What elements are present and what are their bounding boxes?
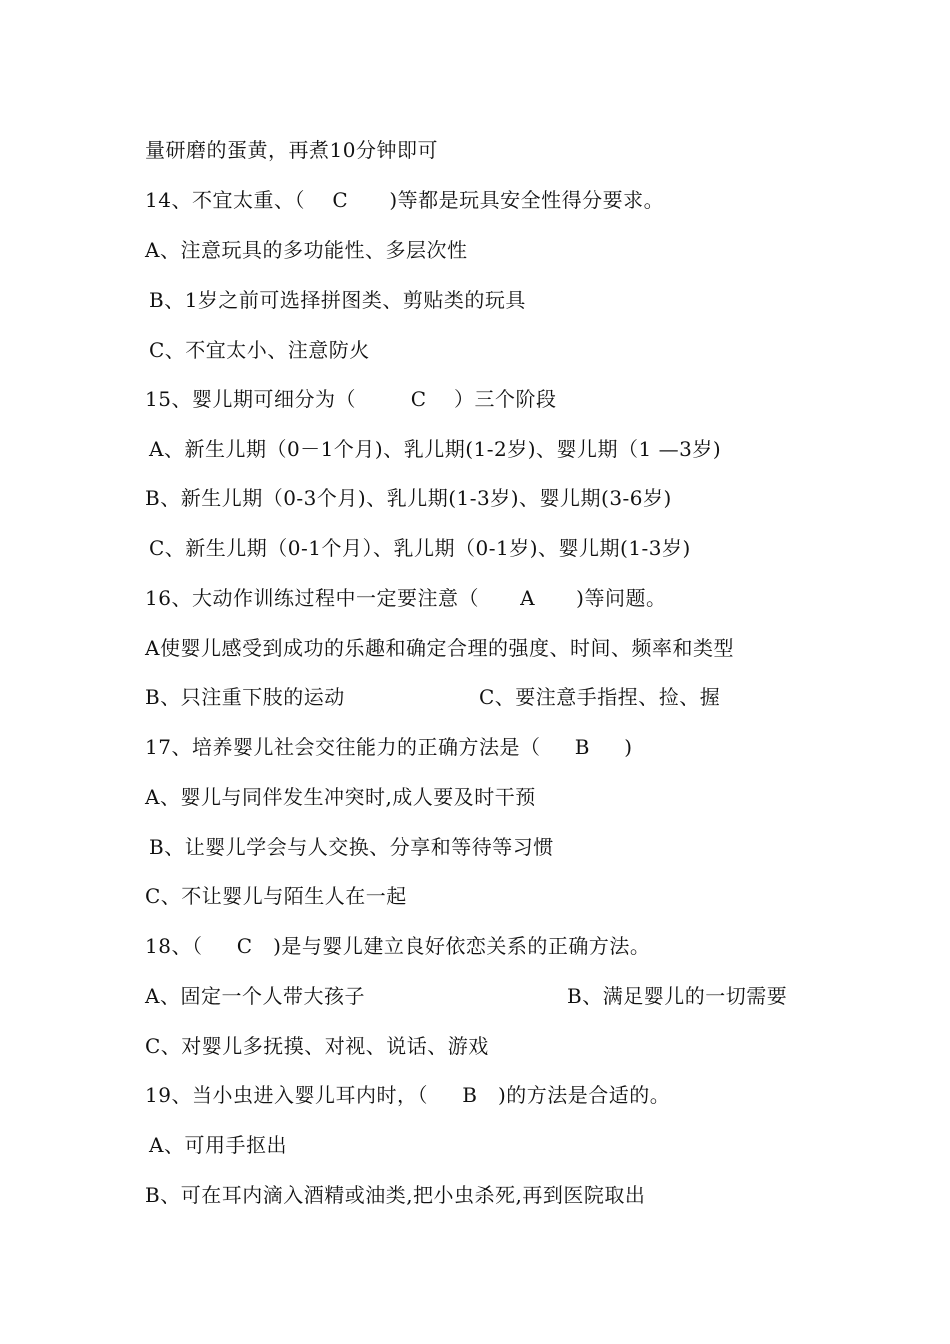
question-14: 14、不宜太重、（ C )等都是玩具安全性得分要求。 <box>145 188 665 212</box>
question-16-option-c: C、要注意手指捏、捡、握 <box>479 685 721 709</box>
question-16: 16、大动作训练过程中一定要注意（ A )等问题。 <box>145 586 667 610</box>
question-15-option-b: B、新生儿期（0-3个月)、乳儿期(1-3岁)、婴儿期(3-6岁) <box>145 486 672 510</box>
question-19-option-b: B、可在耳内滴入酒精或油类,把小虫杀死,再到医院取出 <box>145 1183 646 1207</box>
question-18: 18、（ C )是与婴儿建立良好依恋关系的正确方法。 <box>145 934 651 958</box>
text-line-continuation: 量研磨的蛋黄，再煮10分钟即可 <box>145 138 438 162</box>
question-16-option-a: A使婴儿感受到成功的乐趣和确定合理的强度、时间、频率和类型 <box>145 636 734 660</box>
question-18-option-b: B、满足婴儿的一切需要 <box>567 984 788 1008</box>
question-14-option-b: B、1岁之前可选择拼图类、剪贴类的玩具 <box>149 288 526 312</box>
question-15-option-c: C、新生儿期（0-1个月）、乳儿期（0-1岁)、婴儿期(1-3岁) <box>149 536 691 560</box>
question-19-option-a: A、可用手抠出 <box>149 1133 287 1157</box>
question-18-option-c: C、对婴儿多抚摸、对视、说话、游戏 <box>145 1034 489 1058</box>
question-17-option-b: B、让婴儿学会与人交换、分享和等待等习惯 <box>149 835 554 859</box>
question-15-option-a: A、新生儿期（0－1个月)、乳儿期(1-2岁)、婴儿期（1 —3岁) <box>149 437 722 461</box>
question-19: 19、当小虫进入婴儿耳内时，（ B )的方法是合适的。 <box>145 1083 671 1107</box>
question-15: 15、婴儿期可细分为（ C ）三个阶段 <box>145 387 557 411</box>
question-17-option-c: C、不让婴儿与陌生人在一起 <box>145 884 407 908</box>
question-16-option-b: B、只注重下肢的运动 <box>145 685 345 709</box>
question-17-option-a: A、婴儿与同伴发生冲突时,成人要及时干预 <box>145 785 536 809</box>
question-18-option-a: A、固定一个人带大孩子 <box>145 984 365 1008</box>
question-14-option-c: C、不宜太小、注意防火 <box>149 338 370 362</box>
question-17: 17、培养婴儿社会交往能力的正确方法是（ B ) <box>145 735 633 759</box>
question-14-option-a: A、注意玩具的多功能性、多层次性 <box>145 238 468 262</box>
